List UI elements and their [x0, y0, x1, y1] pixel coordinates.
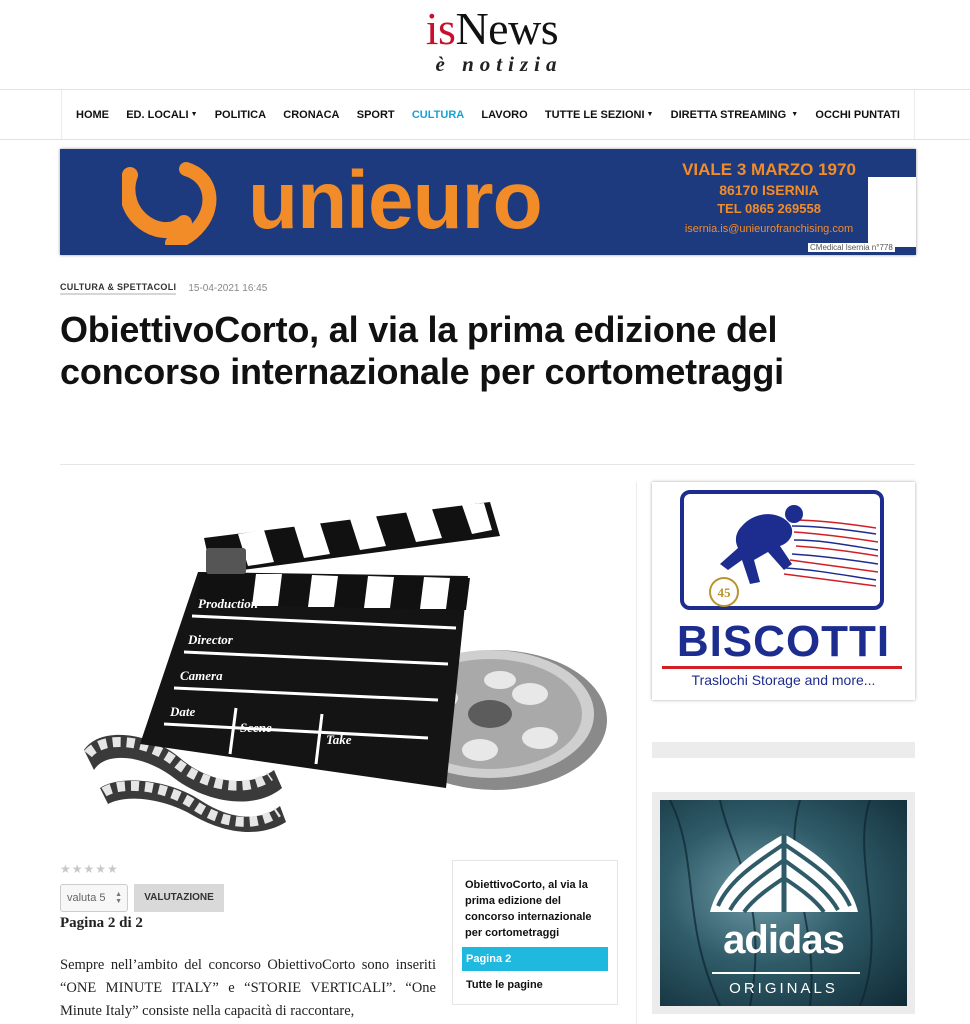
banner-side-strip: [868, 177, 916, 247]
rating-submit-button[interactable]: VALUTAZIONE: [134, 884, 224, 912]
caret-down-icon: ▼: [190, 111, 198, 119]
rating-stars[interactable]: ★★★★★: [60, 862, 119, 876]
site-logo[interactable]: [392, 4, 592, 84]
caret-down-icon: ▼: [791, 111, 799, 119]
clapperboard-icon: [140, 502, 500, 788]
rating-select[interactable]: [60, 884, 128, 912]
adidas-ad[interactable]: [652, 792, 915, 1014]
unieuro-address: VIALE 3 MARZO 1970: [682, 160, 856, 179]
select-arrows-icon: ▲ ▼: [115, 891, 122, 905]
sidebar-divider: [636, 482, 637, 1024]
nav-item-tutte-le-sezioni[interactable]: [545, 109, 654, 121]
logo-tagline: è notizia: [435, 52, 563, 76]
site-header: [0, 0, 970, 88]
unieuro-email: isernia.is@unieurofranchising.com: [684, 223, 854, 235]
main-nav: [0, 89, 970, 140]
title-divider: [60, 464, 915, 465]
biscotti-red-rule: [662, 666, 902, 669]
unieuro-logo-icon: [122, 161, 234, 245]
slate-production-label: Production: [198, 596, 258, 611]
article-title: ObiettivoCorto, al via la prima edizione del concorso internazionale per cortometraggi: [60, 309, 784, 392]
adidas-rule: [712, 972, 860, 974]
nav-item-home[interactable]: HOME: [76, 108, 109, 121]
nav-item-cultura[interactable]: CULTURA: [411, 108, 465, 121]
adidas-wordmark: adidas: [723, 918, 844, 962]
toc-all-pages[interactable]: Tutte le pagine: [466, 979, 543, 991]
biscotti-45-badge: 45: [717, 585, 731, 600]
slate-director-label: Director: [188, 632, 233, 647]
nav-item-label: ED. LOCALI: [126, 108, 189, 121]
nav-item-ed-locali[interactable]: [126, 109, 197, 121]
unieuro-wordmark: unieuro: [248, 155, 542, 246]
nav-item-politica[interactable]: POLITICA: [214, 108, 267, 121]
runner-icon: [680, 490, 892, 618]
sidebar-spacer-bar: [652, 742, 915, 758]
unieuro-phone: TEL 0865 269558: [717, 201, 821, 216]
article-pagination-box: [452, 860, 618, 1005]
unieuro-city: 86170 ISERNIA: [719, 182, 819, 198]
category-link[interactable]: CULTURA & SPETTACOLI: [60, 282, 176, 295]
article-date: 15-04-2021 16:45: [188, 282, 268, 294]
slate-take-label: Take: [326, 732, 352, 747]
article-meta: [60, 281, 267, 295]
page-count: Pagina 2 di 2: [60, 915, 143, 931]
nav-item-label: DIRETTA STREAMING: [670, 108, 787, 121]
adidas-trefoil-icon: [660, 800, 907, 1006]
caret-down-icon: ▼: [646, 111, 654, 119]
unieuro-banner-ad[interactable]: [60, 149, 916, 255]
biscotti-subtitle: Traslochi Storage and more...: [691, 672, 876, 688]
nav-item-sport[interactable]: SPORT: [356, 108, 395, 121]
adidas-originals: ORIGINALS: [729, 980, 838, 997]
adidas-ad-image: [660, 800, 907, 1006]
article-body: Sempre nell’ambito del concorso ObiettivoCorto sono inseriti “ONE MINUTE ITALY” e “STORIE VERTICALI”. “One Minute Italy” consiste nella capacità di raccontare,: [60, 957, 436, 1019]
nav-item-label: TUTTE LE SEZIONI: [544, 108, 645, 121]
slate-scene-label: Scene: [240, 720, 272, 735]
logo-wordmark: [392, 4, 592, 54]
logo-is: is: [425, 3, 456, 54]
biscotti-name: BISCOTTI: [676, 617, 891, 666]
logo-news: News: [455, 3, 559, 54]
nav-item-occhi-puntati[interactable]: OCCHI PUNTATI: [815, 108, 900, 121]
article-image: [60, 488, 620, 836]
nav-item-diretta-streaming[interactable]: [671, 109, 799, 121]
nav-item-lavoro[interactable]: LAVORO: [481, 108, 528, 121]
rating-select-value: valuta 5: [67, 892, 106, 904]
unieuro-contact: [664, 159, 874, 239]
toc-page-2[interactable]: Pagina 2: [462, 947, 608, 971]
slate-date-label: Date: [170, 704, 196, 719]
toc-article-link[interactable]: ObiettivoCorto, al via la prima edizione del concorso internazionale per cortometraggi: [465, 879, 592, 939]
nav-items: [61, 90, 915, 139]
biscotti-ad[interactable]: [652, 482, 915, 700]
banner-caption: CMedical Isernia n°778: [810, 243, 893, 252]
nav-item-cronaca[interactable]: CRONACA: [283, 108, 340, 121]
slate-camera-label: Camera: [180, 668, 223, 683]
